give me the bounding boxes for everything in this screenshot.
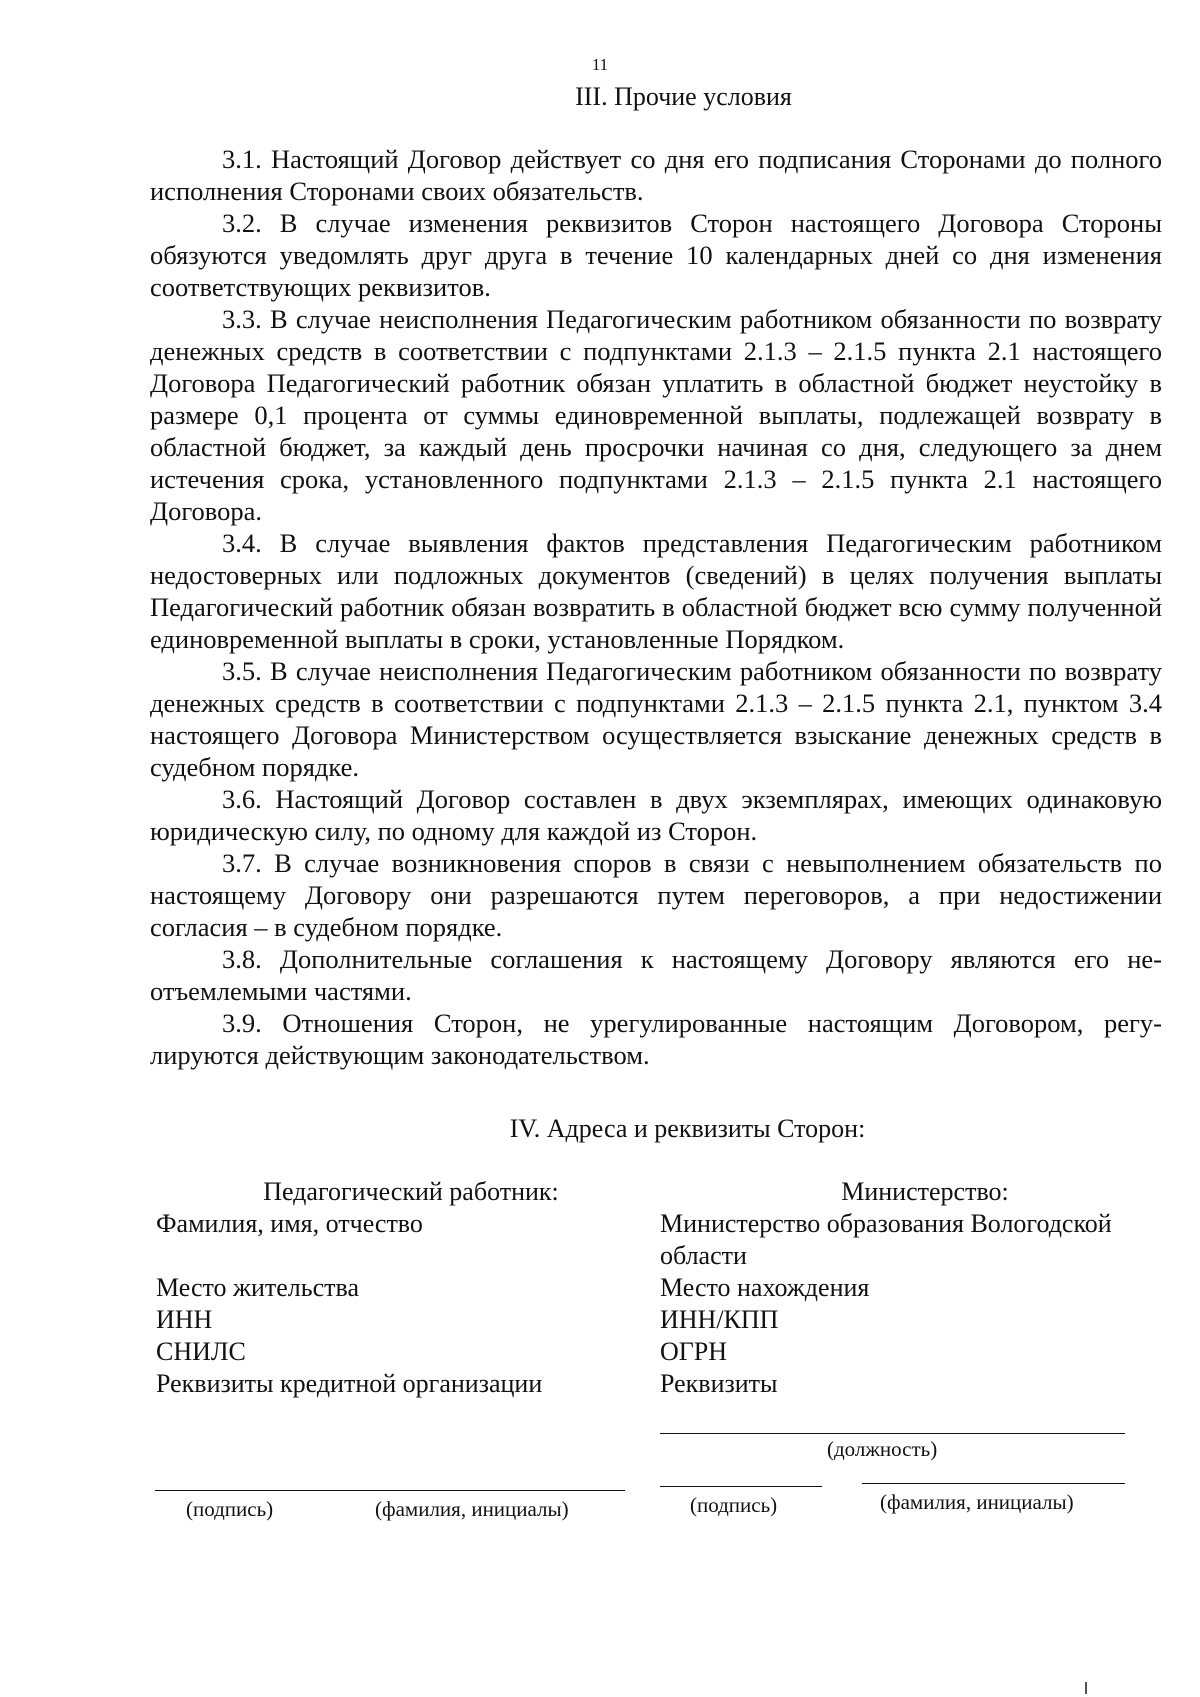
ministry-signature-caption: (подпись)	[690, 1493, 778, 1517]
ministry-name-line	[862, 1483, 1125, 1484]
page-number: 11	[591, 55, 609, 74]
clause-3-3: 3.3. В случае неисполнения Педагогическим работником обязанности по возврату денежных средств в соответствии с подпунктами 2.1.3 – 2.1.5 пункта 2.1 настоящего Договора Педагогический работник обязан уплатить в областной бюджет неустойку в размере 0,1 процента от суммы единовременной выплаты, подлежащей возврату в областной бюджет, за каждый день просрочки начиная со дня, следующего за днем истечения срока, установленного подпунктами 2.1.3 – 2.1.5 пункта 2.1 настоящего Договора.	[150, 304, 1162, 526]
clause-3-6: 3.6. Настоящий Договор составлен в двух экземплярах, имеющих одинаковую юридическую силу, по одному для каждой из Сторон.	[150, 784, 1162, 846]
clause-3-1: 3.1. Настоящий Договор действует со дня его подписания Сторонами до полного исполнения Сторонами своих обязательств.	[150, 144, 1162, 206]
ministry-details-label: Реквизиты	[660, 1369, 778, 1398]
teacher-signature-line	[155, 1490, 625, 1491]
teacher-full-name-label: Фамилия, имя, отчество	[156, 1209, 423, 1238]
teacher-heading: Педагогический работник:	[263, 1177, 559, 1206]
clause-3-2: 3.2. В случае изменения реквизитов Сторон настоящего Договора Стороны обязуются уведомлять друг друга в течение 10 календарных дней со дня изменения соответствующих реквизитов.	[150, 208, 1162, 302]
ministry-ogrn-label: ОГРН	[660, 1337, 728, 1366]
clause-3-5: 3.5. В случае неисполнения Педагогическим работником обязанности по возврату денежных средств в соответствии с подпунктами 2.1.3 – 2.1.5 пункта 2.1, пунктом 3.4 настоящего Договора Министерством осуществляется взыскание денежных средств в судебном порядке.	[150, 656, 1162, 782]
teacher-inn-label: ИНН	[156, 1305, 213, 1334]
teacher-signature-caption: (подпись)	[186, 1497, 274, 1521]
ministry-position-caption: (должность)	[827, 1437, 938, 1461]
ministry-heading: Министерство:	[841, 1177, 1009, 1206]
clause-3-9: 3.9. Отношения Сторон, не урегулированные настоящим Договором, регулируются действующим законодательством.	[150, 1008, 1162, 1070]
ministry-name: Министерство образования Вологодской области	[660, 1209, 1112, 1270]
clause-3-4: 3.4. В случае выявления фактов представления Педагогическим работником недостоверных или подложных документов (сведений) в целях получения выплаты Педагогический работник обязан возвратить в областной бюджет всю сумму полученной единовременной выплаты в сроки, установленные Порядком.	[150, 528, 1162, 654]
clauses-list	[150, 143, 1162, 1071]
teacher-column	[156, 1176, 596, 1400]
ministry-name-caption: (фамилия, инициалы)	[880, 1490, 1074, 1514]
teacher-bank-details-label: Реквизиты кредитной организации	[156, 1369, 543, 1398]
ministry-inn-kpp-label: ИНН/КПП	[660, 1305, 779, 1334]
clause-3-8: 3.8. Дополнительные соглашения к настоящему Договору являются его неотъемлемыми частями.	[150, 944, 1162, 1006]
section-heading-party-details: IV. Адреса и реквизиты Сторон:	[509, 1114, 866, 1143]
ministry-column	[660, 1176, 1190, 1400]
clause-3-7: 3.7. В случае возникновения споров в связи с невыполнением обязательств по настоящему Договору они разрешаются путем переговоров, а при недостижении согласия – в судебном порядке.	[150, 848, 1162, 942]
teacher-residence-label: Место жительства	[156, 1273, 360, 1302]
ministry-signature-line	[660, 1486, 822, 1487]
section-heading-other-terms: III. Прочие условия	[575, 82, 792, 111]
ministry-position-line	[660, 1433, 1125, 1434]
ministry-location-label: Место нахождения	[660, 1273, 870, 1302]
teacher-snils-label: СНИЛС	[156, 1337, 246, 1366]
scan-mark	[1085, 1682, 1087, 1694]
teacher-name-caption: (фамилия, инициалы)	[375, 1497, 569, 1521]
